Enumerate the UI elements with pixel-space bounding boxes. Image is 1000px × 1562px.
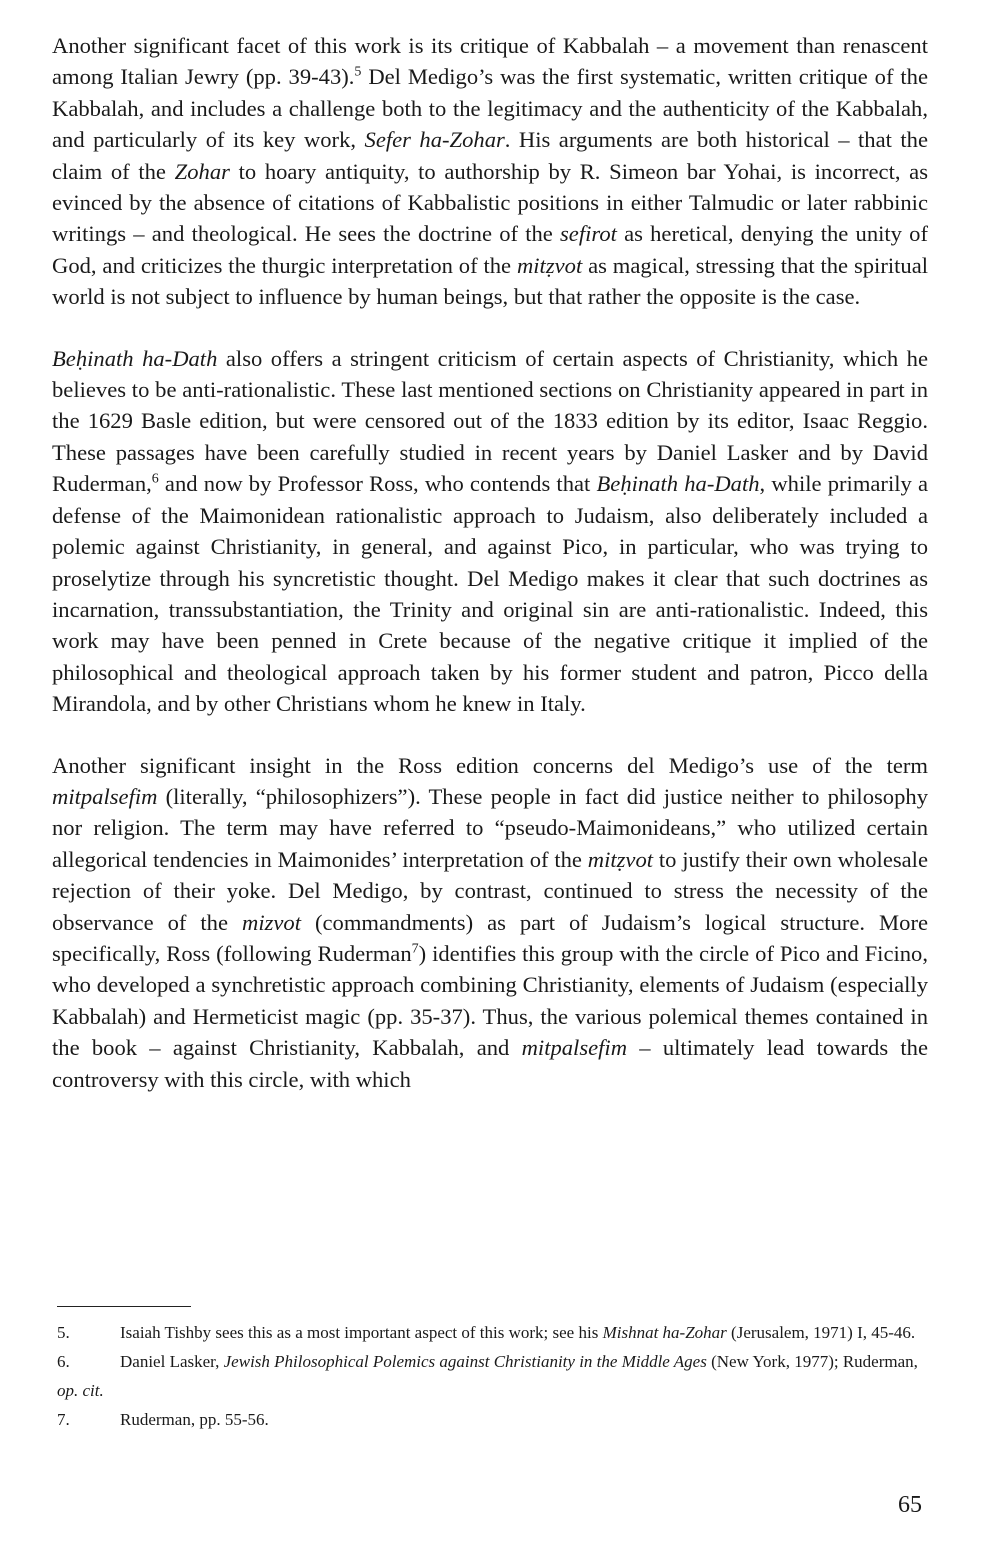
footnote-divider	[57, 1306, 191, 1307]
text-run: to justify their own wholesale rejection of their yoke. Del Medigo, by contrast, continued to stress the necessity of the observance of the	[52, 846, 928, 935]
text-run: (New York, 1977); Ruderman,	[706, 1352, 918, 1371]
italic-term-zohar: Zohar	[174, 158, 230, 184]
text-run: (literally, “philosophizers”). These people in fact did justice neither to philosophy nor religion. The term may have referred to “pseudo-Maimonideans,” who utilized certain allegorical tendencies in Maimonides’ interpretation of the	[52, 783, 928, 872]
italic-term-mizvot: mizvot	[242, 909, 301, 935]
paragraph-kabbalah-critique	[52, 30, 928, 313]
footnote-ref-5: 5	[354, 64, 362, 80]
text-run: Isaiah Tishby sees this as a most important aspect of this work; see his	[120, 1323, 603, 1342]
footnote-ref-6: 6	[151, 471, 159, 487]
italic-title-sefer-ha-zohar: Sefer ha-Zohar	[364, 127, 505, 153]
italic-title-behinath-ha-dath: Beḥinath ha-Dath	[596, 471, 760, 497]
footnote-number: 6.	[57, 1352, 70, 1371]
italic-term-mitpalsefim: mitpalsefim	[52, 783, 158, 809]
italic-term-sefirot: sefirot	[560, 221, 617, 247]
text-run: . His arguments are both historical – that the claim of the	[52, 127, 928, 184]
text-run: as magical, stressing that the spiritual world is not subject to influence by human beings, but that rather the opposite is the case.	[52, 252, 928, 310]
italic-term-mitpalsefim: mitpalsefim	[521, 1035, 628, 1061]
text-run: (commandments) as part of Judaism’s logical structure. More specifically, Ross (following Ruderman	[52, 909, 928, 966]
page-number: 65	[898, 1492, 922, 1518]
footnote-number: 7.	[57, 1410, 70, 1429]
footnote-5	[57, 1318, 937, 1347]
text-run: Del Medigo’s was the first systematic, written critique of the Kabbalah, and includes a challenge both to the legitimacy and the authenticity of the Kabbalah, and particularly of its key work,	[52, 64, 928, 153]
footnote-6	[57, 1347, 937, 1405]
text-run: Another significant facet of this work is its critique of Kabbalah – a movement than renascent among Italian Jewry (pp. 39-43).	[52, 33, 928, 90]
text-run: also offers a stringent criticism of certain aspects of Christianity, which he believes to be anti-rationalistic. These last mentioned sections on Christianity appeared in part in the 1629 Basle edition, but were censored out of the 1833 edition by its editor, Isaac Reggio. These passages have been carefully studied in recent years by Daniel Lasker and by David Ruderman,	[52, 345, 928, 497]
italic-term-mitzvot: mitẓvot	[587, 846, 654, 872]
italic-op-cit: op. cit.	[57, 1381, 104, 1400]
text-run: as heretical, denying the unity of God, and criticizes the thurgic interpretation of the	[52, 221, 928, 278]
italic-title-mishnat-ha-zohar: Mishnat ha-Zohar	[602, 1323, 727, 1342]
text-run: Another significant insight in the Ross edition concerns del Medigo’s use of the term	[52, 752, 928, 778]
footnotes	[57, 1318, 937, 1434]
text-run: and now by Professor Ross, who contends that	[158, 471, 597, 497]
text-run: ) identifies this group with the circle of Pico and Ficino, who developed a synchretistic approach combining Christianity, elements of Judaism (especially Kabbalah) and Hermeticist magic (pp. 35-37). Thus, the various polemical themes contained in the book – against Christianity, Kabbalah, and	[52, 940, 929, 1061]
text-run: (Jerusalem, 1971) I, 45-46.	[726, 1323, 916, 1342]
italic-term-mitzvot: mitẓvot	[516, 252, 583, 278]
text-run: Ruderman, pp. 55-56.	[120, 1410, 269, 1429]
footnote-ref-7: 7	[411, 941, 419, 957]
italic-title-jewish-philosophical-polemics: Jewish Philosophical Polemics against Christianity in the Middle Ages	[223, 1352, 707, 1371]
text-run: – ultimately lead towards the controversy with this circle, with which	[52, 1035, 928, 1092]
footnote-number: 5.	[57, 1323, 70, 1342]
text-run: , while primarily a defense of the Maimonidean rationalistic approach to Judaism, also deliberately included a polemic against Christianity, in general, and against Pico, in particular, who was trying to proselytize through his syncretistic thought. Del Medigo makes it clear that such doctrines as incarnation, transsubstantiation, the Trinity and original sin are anti-rationalistic. Indeed, this work may have been penned in Crete because of the negative critique it implied of the philosophical and theological approach taken by his former student and patron, Picco della Mirandola, and by other Christians whom he knew in Italy.	[52, 471, 928, 717]
page-body	[52, 30, 928, 1095]
paragraph-mitpalsefim	[52, 750, 928, 1095]
paragraph-christianity-critique	[52, 343, 928, 720]
text-run: to hoary antiquity, to authorship by R. Simeon bar Yohai, is incorrect, as evinced by the absence of citations of Kabbalistic positions in either Talmudic or later rabbinic writings – and theological. He sees the doctrine of the	[52, 158, 928, 247]
italic-title-behinath-ha-dath: Beḥinath ha-Dath	[52, 345, 218, 371]
footnote-7	[57, 1405, 937, 1434]
text-run: Daniel Lasker,	[120, 1352, 224, 1371]
